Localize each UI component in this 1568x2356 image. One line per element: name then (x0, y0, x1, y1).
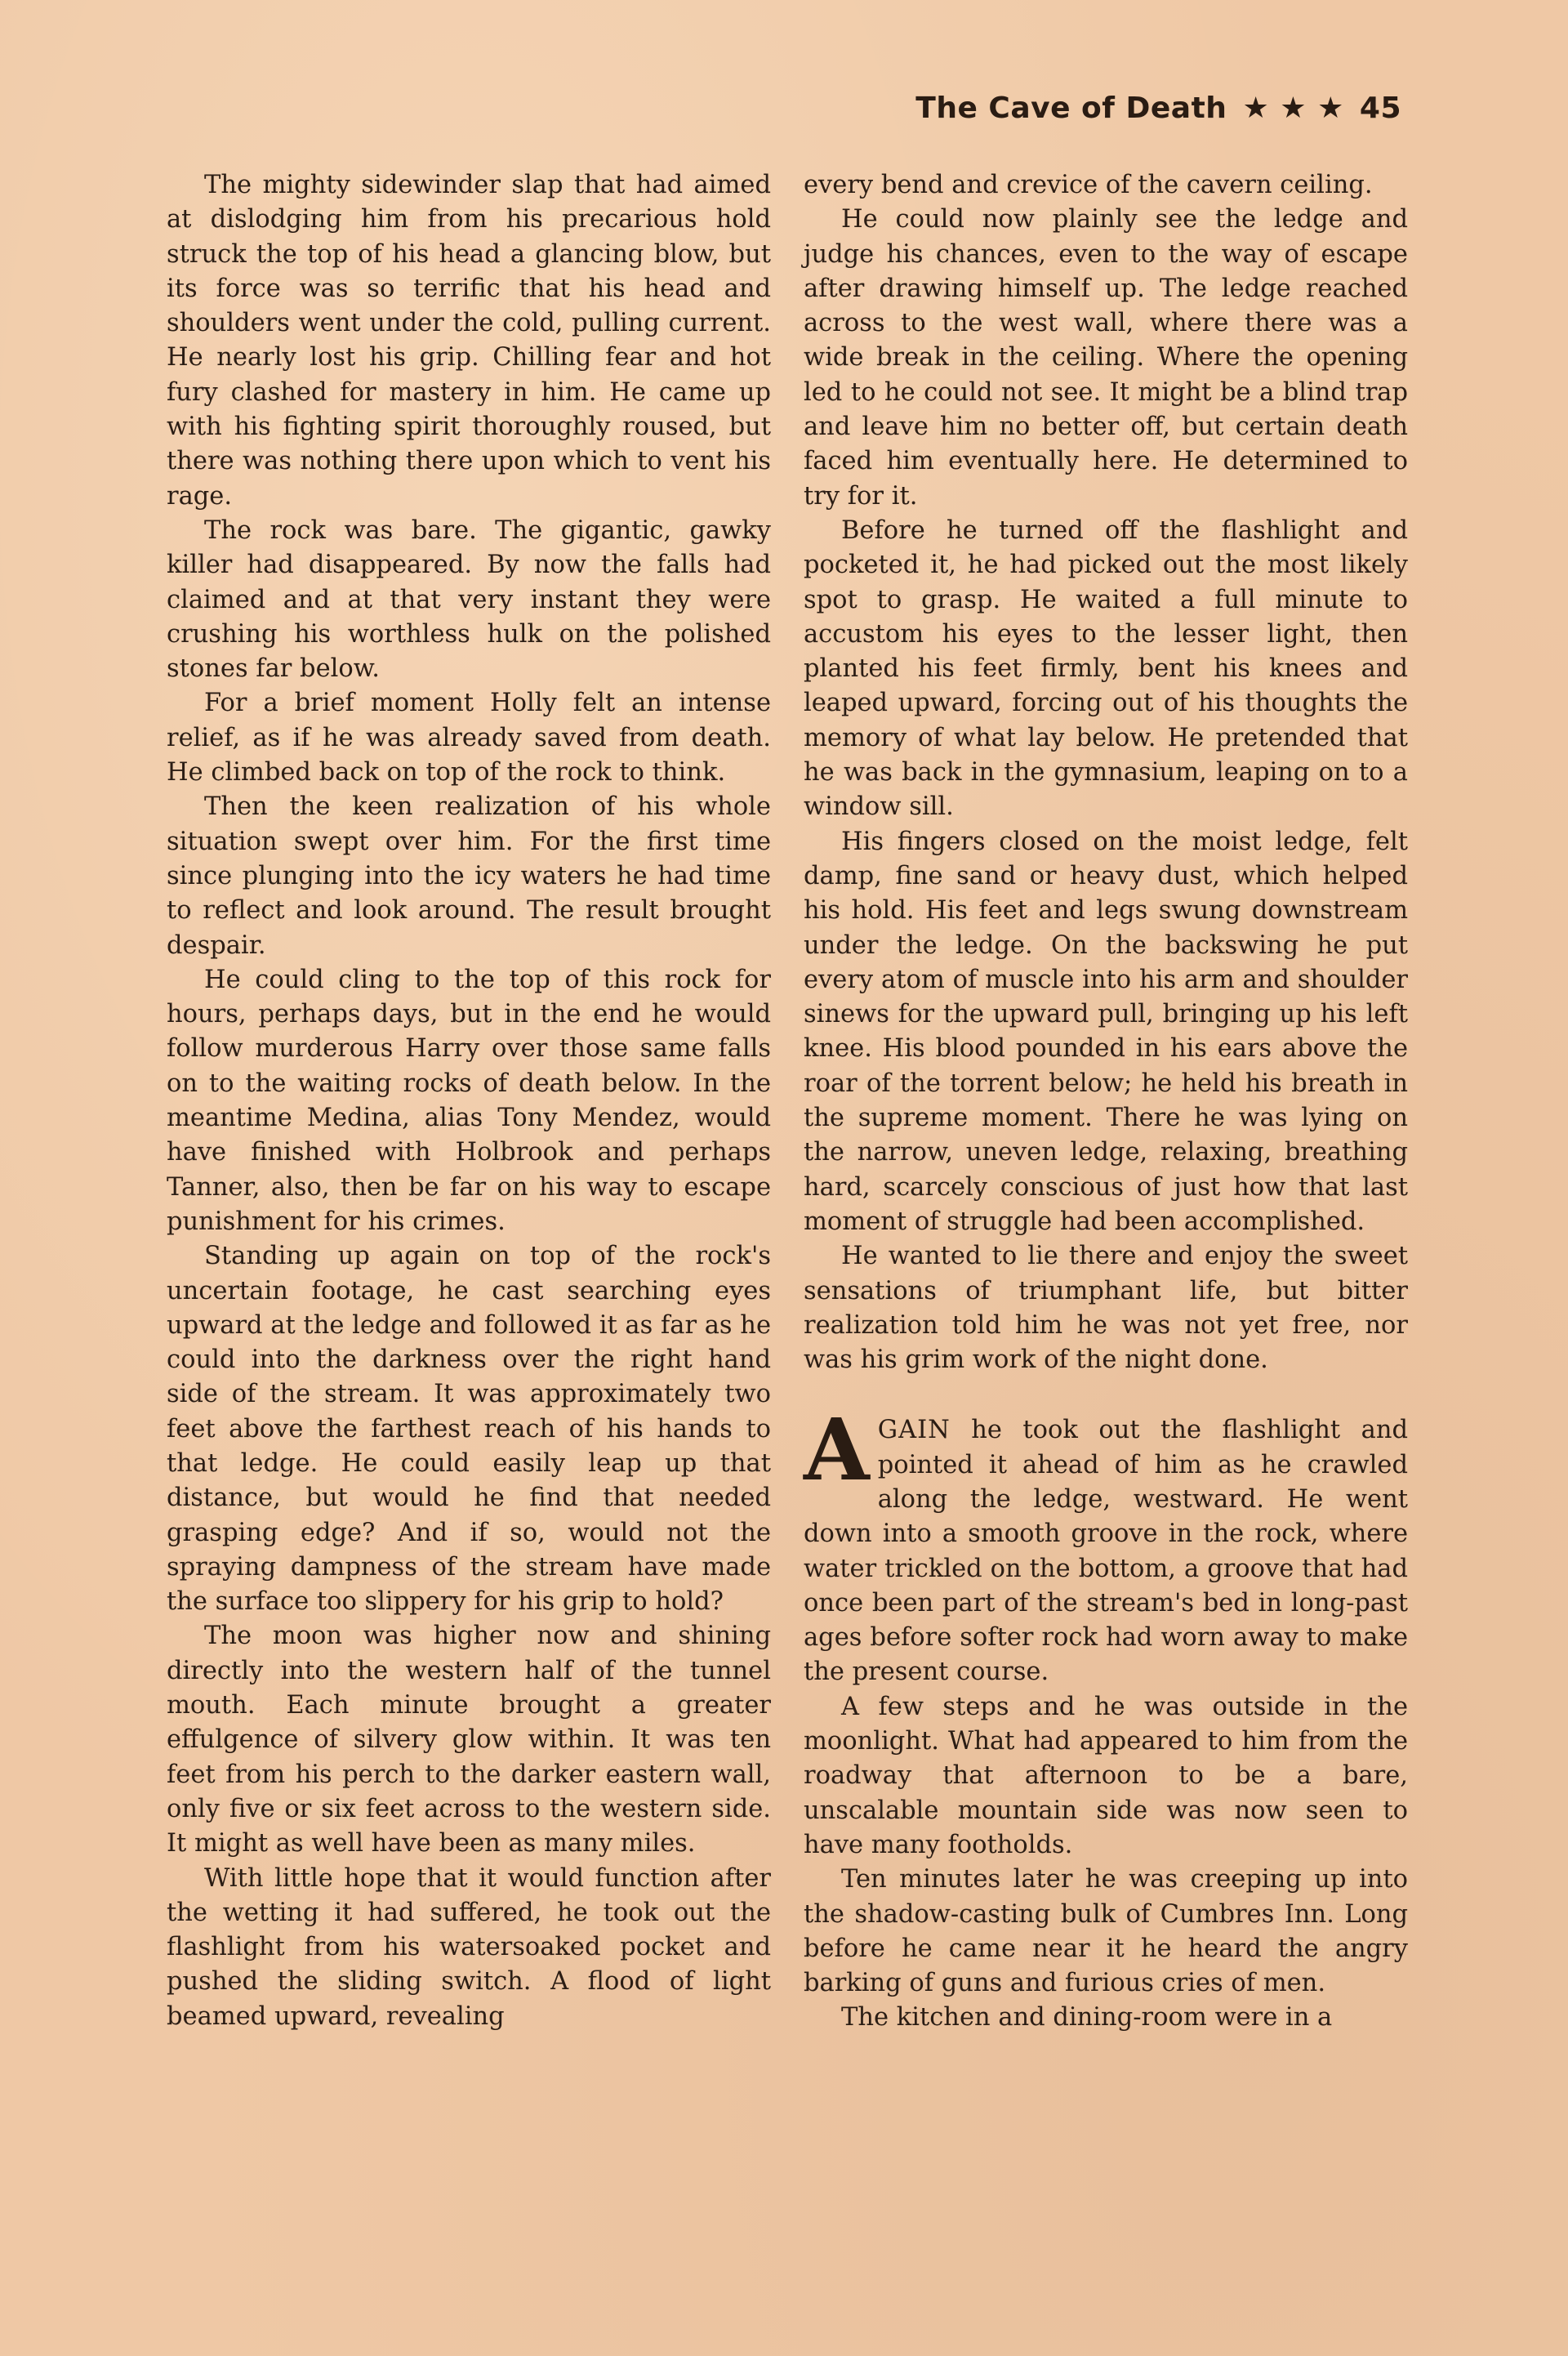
section-start-text: he took out the flashlight and pointed it ahead of him as he crawled along the ledge, westward. He went down into a smooth groove in the rock, where water trickled on the bottom, a groove that had once been part of the stream's bed in long-past ages before softer rock had worn away to make the present course. (804, 1416, 1408, 1687)
paragraph: A few steps and he was outside in the moonlight. What had appeared to him from the roadway that afternoon to be a bare, unscalable mountain side was now seen to have many footholds. (804, 1692, 1408, 1859)
running-head (915, 91, 1401, 125)
paragraph: He could cling to the top of this rock for hours, perhaps days, but in the end he would follow murderous Harry over those same falls on to the waiting rocks of death below. In the meantime Medina, alias Tony Mendez, would have finished with Holbrook and perhaps Tanner, also, then be far on his way to escape punishment for his crimes. (167, 965, 771, 1236)
paragraph: His fingers closed on the moist ledge, felt damp, fine sand or heavy dust, which helped his hold. His feet and legs swung downstream under the ledge. On the backswing he put every atom of muscle into his arm and shoulder sinews for the upward pull, bringing up his left knee. His blood pounded in his ears above the roar of the torrent below; he held his breath in the supreme moment. There he was lying on the narrow, uneven ledge, relaxing, breathing hard, scarcely conscious of just how that last moment of struggle had been accomplished. (804, 827, 1408, 1236)
paragraph: Before he turned off the flashlight and pocketed it, he had picked out the most likely spot to grasp. He waited a full minute to accustom his eyes to the lesser light, then planted his feet firmly, bent his knees and leaped upward, forcing out of his thoughts the memory of what lay below. He pretended that he was back in the gymnasium, leaping on to a window sill. (804, 515, 1408, 822)
paragraph: The moon was higher now and shining directly into the western half of the tunnel mouth. Each minute brought a greater effulgence of silvery glow within. It was ten feet from his perch to the darker eastern wall, only five or six feet across to the western side. It might as well have been as many miles. (167, 1622, 771, 1858)
story-title: The Cave of Death (915, 91, 1227, 125)
left-column (167, 168, 771, 2034)
small-caps-word: GAIN (877, 1416, 951, 1445)
paragraph: With little hope that it would function after the wetting it had suffered, he took out the flashlight from his watersoaked pocket and pushed the sliding switch. A flood of light beamed upward, revealing (167, 1863, 771, 2031)
paragraph: He wanted to lie there and enjoy the sweet sensations of triumphant life, but bitter realization told him he was not yet free, nor was his grim work of the night done. (804, 1242, 1408, 1375)
paragraph: Ten minutes later he was creeping up into the shadow-casting bulk of Cumbres Inn. Long before he came near it he heard the angry barking of guns and furious cries of men. (804, 1865, 1408, 1998)
paragraph: The kitchen and dining-room were in a (841, 2003, 1333, 2032)
right-column (804, 168, 1408, 2036)
paragraph: Then the keen realization of his whole situation swept over him. For the first time since plunging into the icy waters he had time to reflect and look around. The result brought despair. (167, 792, 771, 960)
star-icons: ★ ★ ★ (1242, 91, 1344, 125)
paragraph: The rock was bare. The gigantic, gawky killer had disappeared. By now the falls had claimed and at that very instant they were crushing his worthless hulk on the polished stones far below. (167, 515, 771, 684)
continued-paragraph: every bend and crevice of the cavern ceiling. (804, 171, 1373, 199)
paragraph: For a brief moment Holly felt an intense relief, as if he was already saved from death. He climbed back on top of the rock to think. (167, 689, 771, 788)
section-start-paragraph (804, 1399, 1408, 1689)
drop-cap: A (804, 1399, 870, 1501)
page-number: 45 (1359, 91, 1401, 125)
paragraph: Standing up again on top of the rock's uncertain footage, he cast searching eyes upward at the ledge and followed it as far as he could into the darkness over the right hand side of the stream. It was approximately two feet above the farthest reach of his hands to that ledge. He could easily leap up that distance, but would he find that needed grasping edge? And if so, would not the spraying dampness of the stream have made the surface too slippery for his grip to hold? (167, 1242, 771, 1617)
paragraph: He could now plainly see the ledge and judge his chances, even to the way of escape after drawing himself up. The ledge reached across to the west wall, where there was a wide break in the ceiling. Where the opening led to he could not see. It might be a blind trap and leave him no better off, but certain death faced him eventually here. He determined to try for it. (804, 205, 1408, 511)
paragraph: The mighty sidewinder slap that had aimed at dislodging him from his precarious hold struck the top of his head a glancing blow, but its force was so terrific that his head and shoulders went under the cold, pulling current. He nearly lost his grip. Chilling fear and hot fury clashed for mastery in him. He came up with his fighting spirit thoroughly roused, but there was nothing there upon which to vent his rage. (167, 171, 771, 511)
